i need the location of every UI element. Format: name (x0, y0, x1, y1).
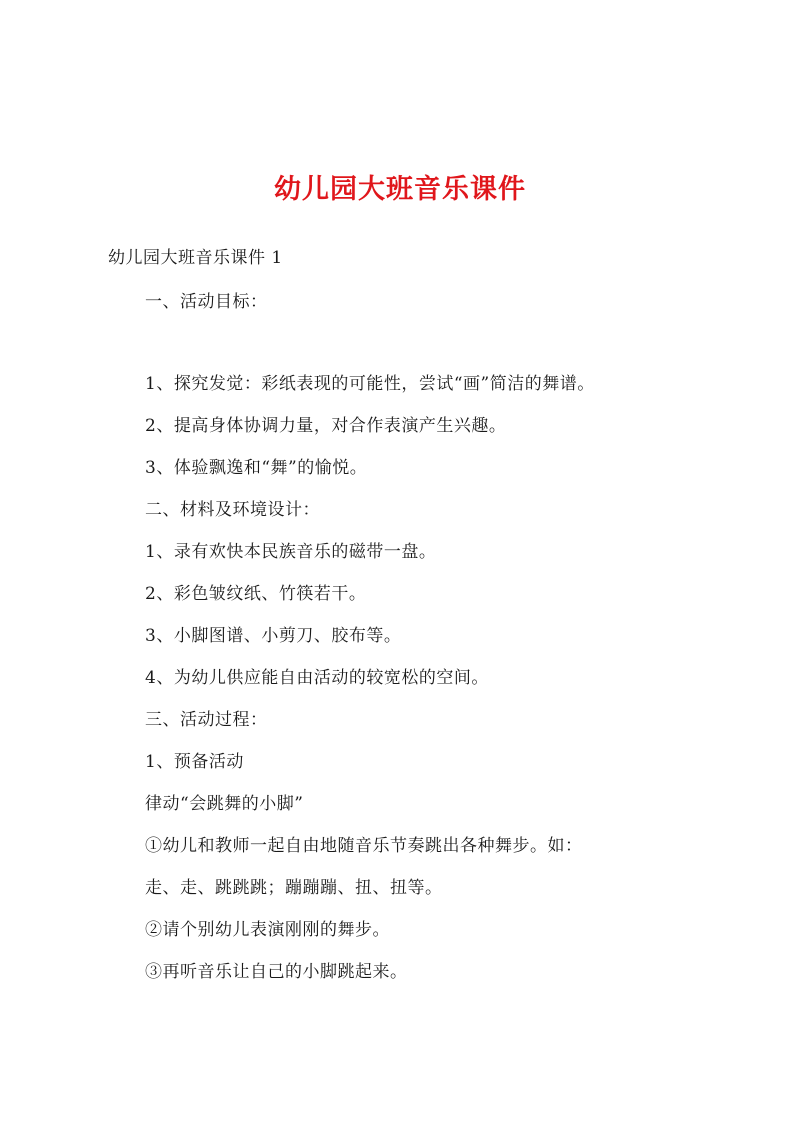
goal-item-2: 2、提高身体协调力量，对合作表演产生兴趣。 (145, 416, 507, 436)
step-heading-1: 1、预备活动 (145, 752, 244, 772)
goal-item-1: 1、探究发觉：彩纸表现的可能性，尝试“画”简洁的舞谱。 (145, 374, 595, 394)
section-heading-process: 三、活动过程： (145, 710, 268, 730)
subtitle: 幼儿园大班音乐课件 1 (108, 248, 283, 268)
goal-item-3: 3、体验飘逸和“舞”的愉悦。 (145, 458, 368, 478)
activity-item-1-examples: 走、走、跳跳跳；蹦蹦蹦、扭、扭等。 (145, 878, 443, 898)
document-title: 幼儿园大班音乐课件 (274, 174, 526, 205)
section-heading-goals: 一、活动目标： (145, 292, 268, 312)
activity-item-1: ①幼儿和教师一起自由地随音乐节奏跳出各种舞步。如： (145, 836, 583, 856)
activity-item-2: ②请个别幼儿表演刚刚的舞步。 (145, 920, 390, 940)
material-item-3: 3、小脚图谱、小剪刀、胶布等。 (145, 626, 402, 646)
rhythm-title: 律动“会跳舞的小脚” (145, 794, 304, 814)
section-heading-materials: 二、材料及环境设计： (145, 500, 320, 520)
activity-item-3: ③再听音乐让自己的小脚跳起来。 (145, 962, 408, 982)
material-item-2: 2、彩色皱纹纸、竹筷若干。 (145, 584, 367, 604)
material-item-1: 1、录有欢快本民族音乐的磁带一盘。 (145, 542, 437, 562)
material-item-4: 4、为幼儿供应能自由活动的较宽松的空间。 (145, 668, 489, 688)
